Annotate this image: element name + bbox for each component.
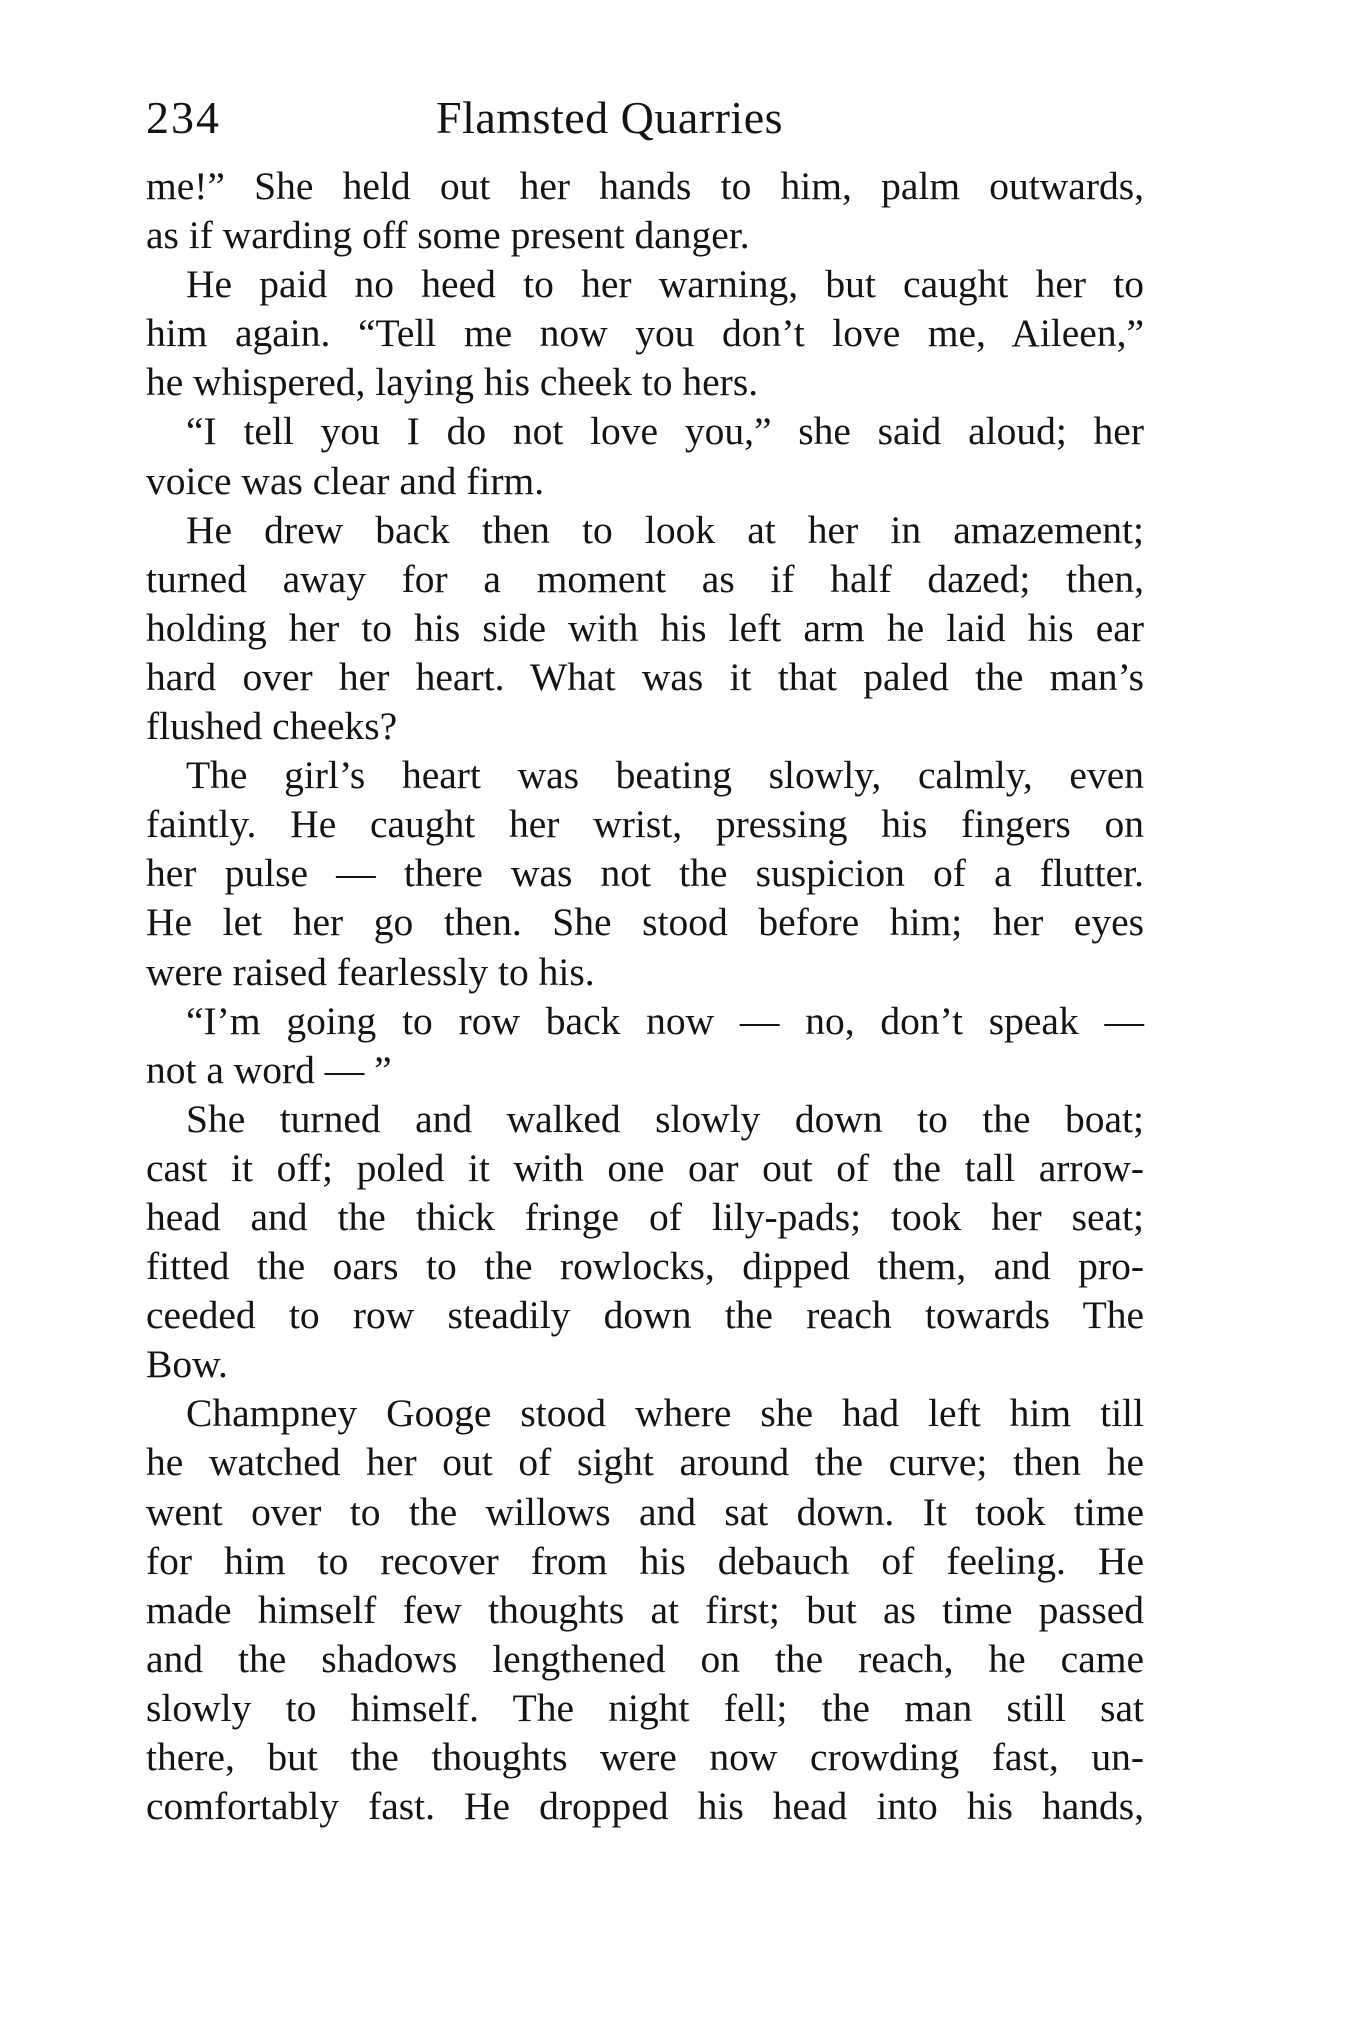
- text-line: flushed cheeks?: [146, 704, 398, 749]
- text-line: He drew back then to look at her in amazement;: [186, 507, 1144, 552]
- text-line: me!” She held out her hands to him, palm outwards,: [146, 164, 1144, 208]
- text-line: he whispered, laying his cheek to hers.: [146, 360, 759, 405]
- body-text: [146, 162, 1144, 1831]
- text-line: fitted the oars to the rowlocks, dipped them, and pro-: [146, 1244, 1144, 1289]
- text-line: ceeded to row steadily down the reach towards The: [146, 1293, 1144, 1338]
- text-line: She turned and walked slowly down to the boat;: [186, 1096, 1144, 1141]
- text-line: cast it off; poled it with one oar out of the tall arrow-: [146, 1145, 1144, 1190]
- text-line: made himself few thoughts at first; but as time passed: [146, 1587, 1144, 1632]
- text-line: he watched her out of sight around the curve; then he: [146, 1440, 1144, 1485]
- text-line: “I’m going to row back now — no, don’t speak —: [186, 998, 1144, 1043]
- text-line: Champney Googe stood where she had left him till: [186, 1391, 1144, 1436]
- page-number: 234: [146, 92, 221, 143]
- text-line: were raised fearlessly to his.: [146, 949, 595, 994]
- text-line: went over to the willows and sat down. It took time: [146, 1489, 1144, 1534]
- text-line: slowly to himself. The night fell; the man still sat: [146, 1685, 1144, 1730]
- text-line: comfortably fast. He dropped his head into his hands,: [146, 1784, 1144, 1829]
- text-line: hard over her heart. What was it that paled the man’s: [146, 654, 1144, 699]
- text-line: The girl’s heart was beating slowly, calmly, even: [186, 753, 1144, 798]
- text-line: not a word — ”: [146, 1047, 392, 1092]
- text-line: faintly. He caught her wrist, pressing his fingers on: [146, 802, 1144, 847]
- running-title: Flamsted Quarries: [436, 92, 784, 143]
- text-line: there, but the thoughts were now crowding fast, un-: [146, 1735, 1144, 1779]
- text-line: and the shadows lengthened on the reach, he came: [146, 1636, 1144, 1681]
- text-line: He let her go then. She stood before him; her eyes: [146, 900, 1144, 945]
- text-line: as if warding off some present danger.: [146, 213, 750, 258]
- text-line: turned away for a moment as if half dazed; then,: [146, 556, 1144, 601]
- text-line: her pulse — there was not the suspicion of a flutter.: [146, 851, 1144, 896]
- running-head: [146, 88, 1146, 148]
- text-line: head and the thick fringe of lily-pads; took her seat;: [146, 1194, 1144, 1239]
- text-line: him again. “Tell me now you don’t love me, Aileen,”: [146, 311, 1144, 356]
- text-line: Bow.: [146, 1342, 228, 1387]
- text-line: for him to recover from his debauch of feeling. He: [146, 1538, 1144, 1583]
- text-line: voice was clear and firm.: [146, 458, 545, 503]
- text-line: “I tell you I do not love you,” she said aloud; her: [186, 409, 1144, 454]
- text-line: holding her to his side with his left arm he laid his ear: [146, 605, 1144, 650]
- text-line: He paid no heed to her warning, but caught her to: [186, 262, 1144, 307]
